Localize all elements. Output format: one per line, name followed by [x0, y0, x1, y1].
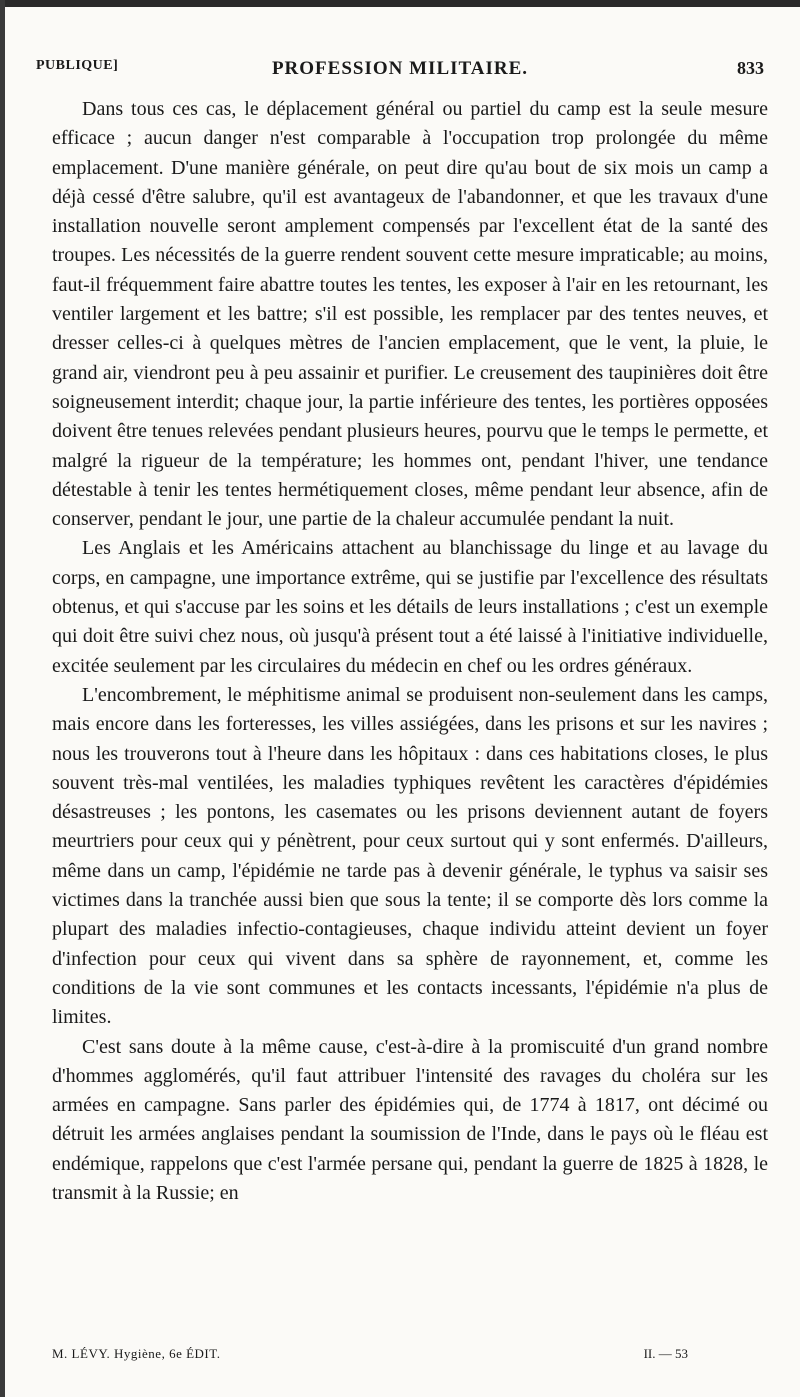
- footer-volume-sheet: II. — 53: [643, 1346, 688, 1361]
- header-section-label: PUBLIQUE]: [36, 58, 119, 73]
- page-number: 833: [737, 58, 764, 78]
- paragraph-2: Les Anglais et les Américains attachent au blanchissage du linge et au lavage du corps, en campagne, une importance extrême, qui se justifie par l'excellence des résultats obtenus, et qui s'accuse par les soins et les détails de leurs installations ; c'est un exemple qui doit être suivi chez nous, où jusqu'à présent tout a été laissé à l'initiative individuelle, excitée seulement par les circulaires du médecin en chef ou les ordres généraux.: [52, 537, 768, 677]
- paragraph-4: C'est sans doute à la même cause, c'est-à-dire à la promiscuité d'un grand nombre d'hommes agglomérés, qu'il faut attribuer l'intensité des ravages du choléra sur les armées en campagne. Sans parler des épidémies qui, de 1774 à 1817, ont décimé ou détruit les armées anglaises pendant la soumission de l'Inde, dans le pays où le fléau est endémique, rappelons que c'est l'armée persane qui, pendant la guerre de 1825 à 1828, le transmit à la Russie; en: [52, 1035, 768, 1204]
- top-border-rule: [0, 0, 800, 7]
- running-header: [36, 58, 764, 84]
- body-text: [52, 95, 768, 1208]
- left-margin-bar: [0, 0, 5, 1397]
- paragraph-3: L'encombrement, le méphitisme animal se produisent non-seulement dans les camps, mais encore dans les forteresses, les villes assiégées, dans les prisons et sur les navires ; nous les trouverons tout à l'heure dans les hôpitaux : dans ces habitations closes, le plus souvent très-mal ventilées, les maladies typhiques revêtent les caractères d'épidémies désastreuses ; les pontons, les casemates ou les prisons deviennent autant de foyers meurtriers pour ceux qui y pénètrent, pour ceux surtout qui y sont enfermés. D'ailleurs, même dans un camp, l'épidémie ne tarde pas à devenir générale, le typhus va saisir ses victimes dans la tranchée aussi bien que sous la tente; il se comporte dès lors comme la plupart des maladies infectio-contagieuses, chaque individu atteint devient un foyer d'infection pour ceux qui vivent dans sa sphère de rayonnement, et, comme les conditions de la vie sont communes et les contacts incessants, l'épidémie n'a plus de limites.: [52, 683, 768, 1029]
- header-title: PROFESSION MILITAIRE.: [271, 58, 529, 79]
- page-footer: [52, 1346, 768, 1368]
- footer-signature: M. LÉVY. Hygiène, 6e ÉDIT.: [52, 1346, 221, 1361]
- paragraph-1: Dans tous ces cas, le déplacement général ou partiel du camp est la seule mesure efficace ; aucun danger n'est comparable à l'occupation trop prolongée du même emplacement. D'une manière générale, on peut dire qu'au bout de six mois un camp a déjà cessé d'être salubre, qu'il est avantageux de l'abandonner, et que les travaux d'une installation nouvelle seront amplement compensés par l'excellent état de la santé des troupes. Les nécessités de la guerre rendent souvent cette mesure impraticable; au moins, faut-il fréquemment faire abattre toutes les tentes, les exposer à l'air en les retournant, les ventiler largement et les battre; s'il est possible, les remplacer par des tentes neuves, et dresser celles-ci à quelques mètres de l'ancien emplacement, que le vent, la pluie, le grand air, viendront peu à peu assainir et purifier. Le creusement des taupinières doit être soigneusement interdit; chaque jour, la partie inférieure des tentes, les portières opposées doivent être tenues relevées pendant plusieurs heures, pourvu que le temps le permette, et malgré la rigueur de la température; les hommes ont, pendant l'hiver, une tendance détestable à tenir les tentes hermétiquement closes, même pendant leur absence, afin de conserver, pendant le jour, une partie de la chaleur accumulée pendant la nuit.: [52, 98, 768, 531]
